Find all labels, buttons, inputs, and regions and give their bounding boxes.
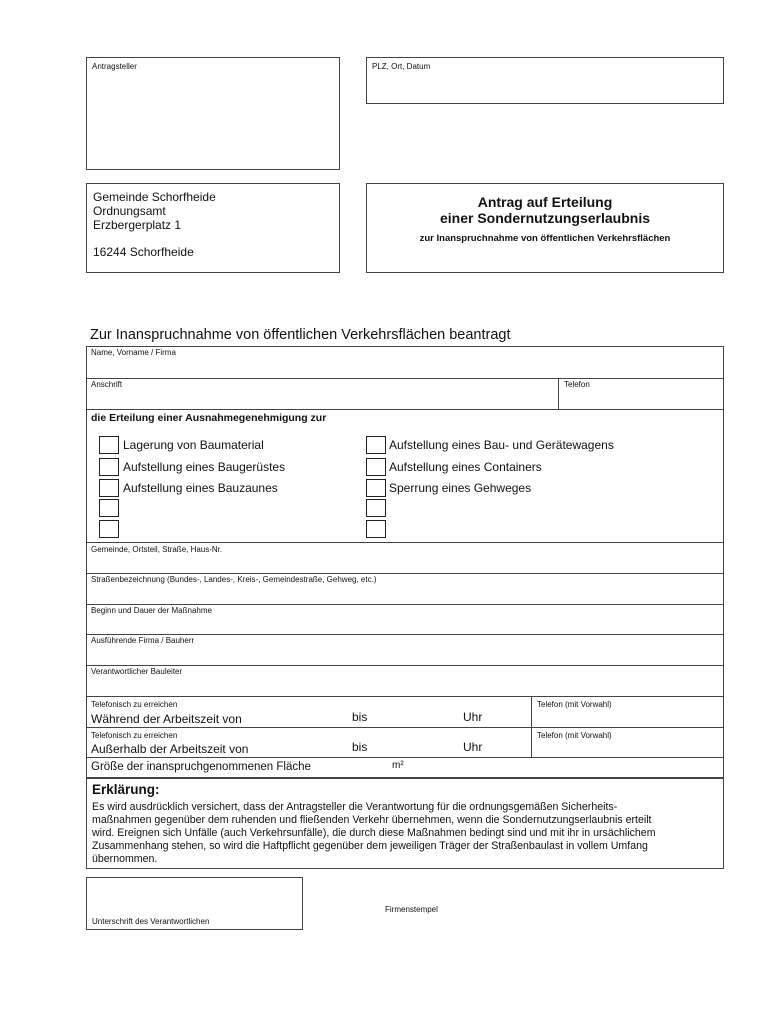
checkbox-storage[interactable] — [99, 436, 119, 454]
signature-box[interactable] — [86, 877, 303, 930]
checkbox-blank-left-1[interactable] — [99, 499, 119, 517]
area-unit: m² — [392, 760, 404, 771]
signature-label: Unterschrift des Verantwortlichen — [92, 917, 210, 926]
during-to-field[interactable] — [372, 709, 458, 726]
option-trailer: Aufstellung eines Bau- und Gerätewagens — [389, 438, 614, 452]
checkbox-sidewalk[interactable] — [366, 479, 386, 497]
during-from-field[interactable] — [258, 709, 348, 726]
phone-area-label-2: Telefon (mit Vorwahl) — [537, 731, 612, 740]
checkbox-trailer[interactable] — [366, 436, 386, 454]
exception-heading: die Erteilung einer Ausnahmegenehmigung zur — [91, 412, 327, 424]
declaration-text: Es wird ausdrücklich versichert, dass der Antragsteller die Verantwortung für die ordnungsgemäßen Sicherheits- maßnahmen gegenüber dem ruhenden und fließenden Verkehr übernehmen, wenn die Sondernutzungserlaubnis erteilt wird. Ereignen sich Unfälle (auch Verkehrsunfälle), die durch diese Maßnahmen bedingt sind und mit ihr in ursächlichem Zusammenhang stehen, so wird die Haftpflicht gegenüber dem jeweiligen Träger der Straßenbaulast in vollem Umfang übernommen. — [92, 801, 656, 865]
stamp-label: Firmenstempel — [385, 905, 438, 914]
reach-small-label-1: Telefonisch zu erreichen — [91, 700, 178, 709]
divider — [86, 757, 724, 758]
option-sidewalk: Sperrung eines Gehweges — [389, 481, 532, 495]
phone-field[interactable] — [559, 379, 723, 409]
address-field[interactable] — [87, 379, 558, 409]
option-container: Aufstellung eines Containers — [389, 460, 542, 474]
company-label: Ausführende Firma / Bauherr — [91, 636, 195, 645]
outside-to-field[interactable] — [372, 739, 458, 756]
applicant-box[interactable] — [86, 57, 340, 170]
during-to-label: bis — [352, 710, 368, 724]
outside-uhr-label: Uhr — [463, 740, 483, 754]
address-label: Anschrift — [91, 380, 123, 389]
place-date-box[interactable] — [366, 57, 724, 104]
outside-hours-label: Außerhalb der Arbeitszeit von — [91, 742, 249, 756]
road-label: Straßenbezeichnung (Bundes-, Landes-, Kreis-, Gemeindestraße, Gehweg, etc.) — [91, 575, 377, 584]
applicant-label: Antragsteller — [92, 62, 137, 71]
during-hours-label: Während der Arbeitszeit von — [91, 712, 242, 726]
phone-area-field-1[interactable] — [532, 697, 723, 726]
recipient-line-2: Ordnungsamt — [93, 204, 166, 218]
declaration-box — [86, 778, 724, 869]
recipient-line-4: 16244 Schorfheide — [93, 245, 194, 259]
name-label: Name, Vorname / Firma — [91, 348, 176, 357]
manager-field[interactable] — [87, 666, 723, 696]
during-uhr-label: Uhr — [463, 710, 483, 724]
checkbox-blank-right-2[interactable] — [366, 520, 386, 538]
section-heading: Zur Inanspruchnahme von öffentlichen Verkehrsflächen beantragt — [90, 327, 511, 343]
form-title-line-1: Antrag auf Erteilung — [477, 194, 613, 210]
recipient-line-3: Erzbergerplatz 1 — [93, 218, 182, 232]
recipient-line-1: Gemeinde Schorfheide — [93, 190, 216, 204]
checkbox-blank-right-1[interactable] — [366, 499, 386, 517]
manager-label: Verantwortlicher Bauleiter — [91, 667, 183, 676]
duration-field[interactable] — [87, 605, 723, 634]
title-box — [366, 183, 724, 273]
divider — [86, 409, 724, 410]
phone-area-label-1: Telefon (mit Vorwahl) — [537, 700, 612, 709]
form-title-line-2: einer Sondernutzungserlaubnis — [439, 210, 651, 226]
checkbox-scaffold[interactable] — [99, 458, 119, 476]
reach-small-label-2: Telefonisch zu erreichen — [91, 731, 178, 740]
form-subtitle: zur Inanspruchnahme von öffentlichen Verkehrsflächen — [419, 233, 671, 244]
phone-label: Telefon — [564, 380, 590, 389]
option-storage: Lagerung von Baumaterial — [123, 438, 264, 452]
checkbox-blank-left-2[interactable] — [99, 520, 119, 538]
location-label: Gemeinde, Ortsteil, Straße, Haus-Nr. — [91, 545, 223, 554]
place-date-label: PLZ, Ort, Datum — [372, 62, 431, 71]
outside-from-field[interactable] — [266, 739, 348, 756]
outside-to-label: bis — [352, 740, 368, 754]
checkbox-container[interactable] — [366, 458, 386, 476]
checkbox-fence[interactable] — [99, 479, 119, 497]
location-field[interactable] — [87, 543, 723, 573]
option-scaffold: Aufstellung eines Baugerüstes — [123, 460, 286, 474]
area-label: Größe der inanspruchgenommenen Fläche — [91, 761, 311, 773]
option-fence: Aufstellung eines Bauzaunes — [123, 481, 278, 495]
recipient-box — [86, 183, 340, 273]
road-field[interactable] — [87, 574, 723, 604]
duration-label: Beginn und Dauer der Maßnahme — [91, 606, 212, 615]
company-field[interactable] — [87, 635, 723, 665]
declaration-heading: Erklärung: — [92, 782, 160, 797]
name-field[interactable] — [87, 347, 723, 378]
area-field[interactable] — [340, 759, 390, 776]
phone-area-field-2[interactable] — [532, 728, 723, 757]
